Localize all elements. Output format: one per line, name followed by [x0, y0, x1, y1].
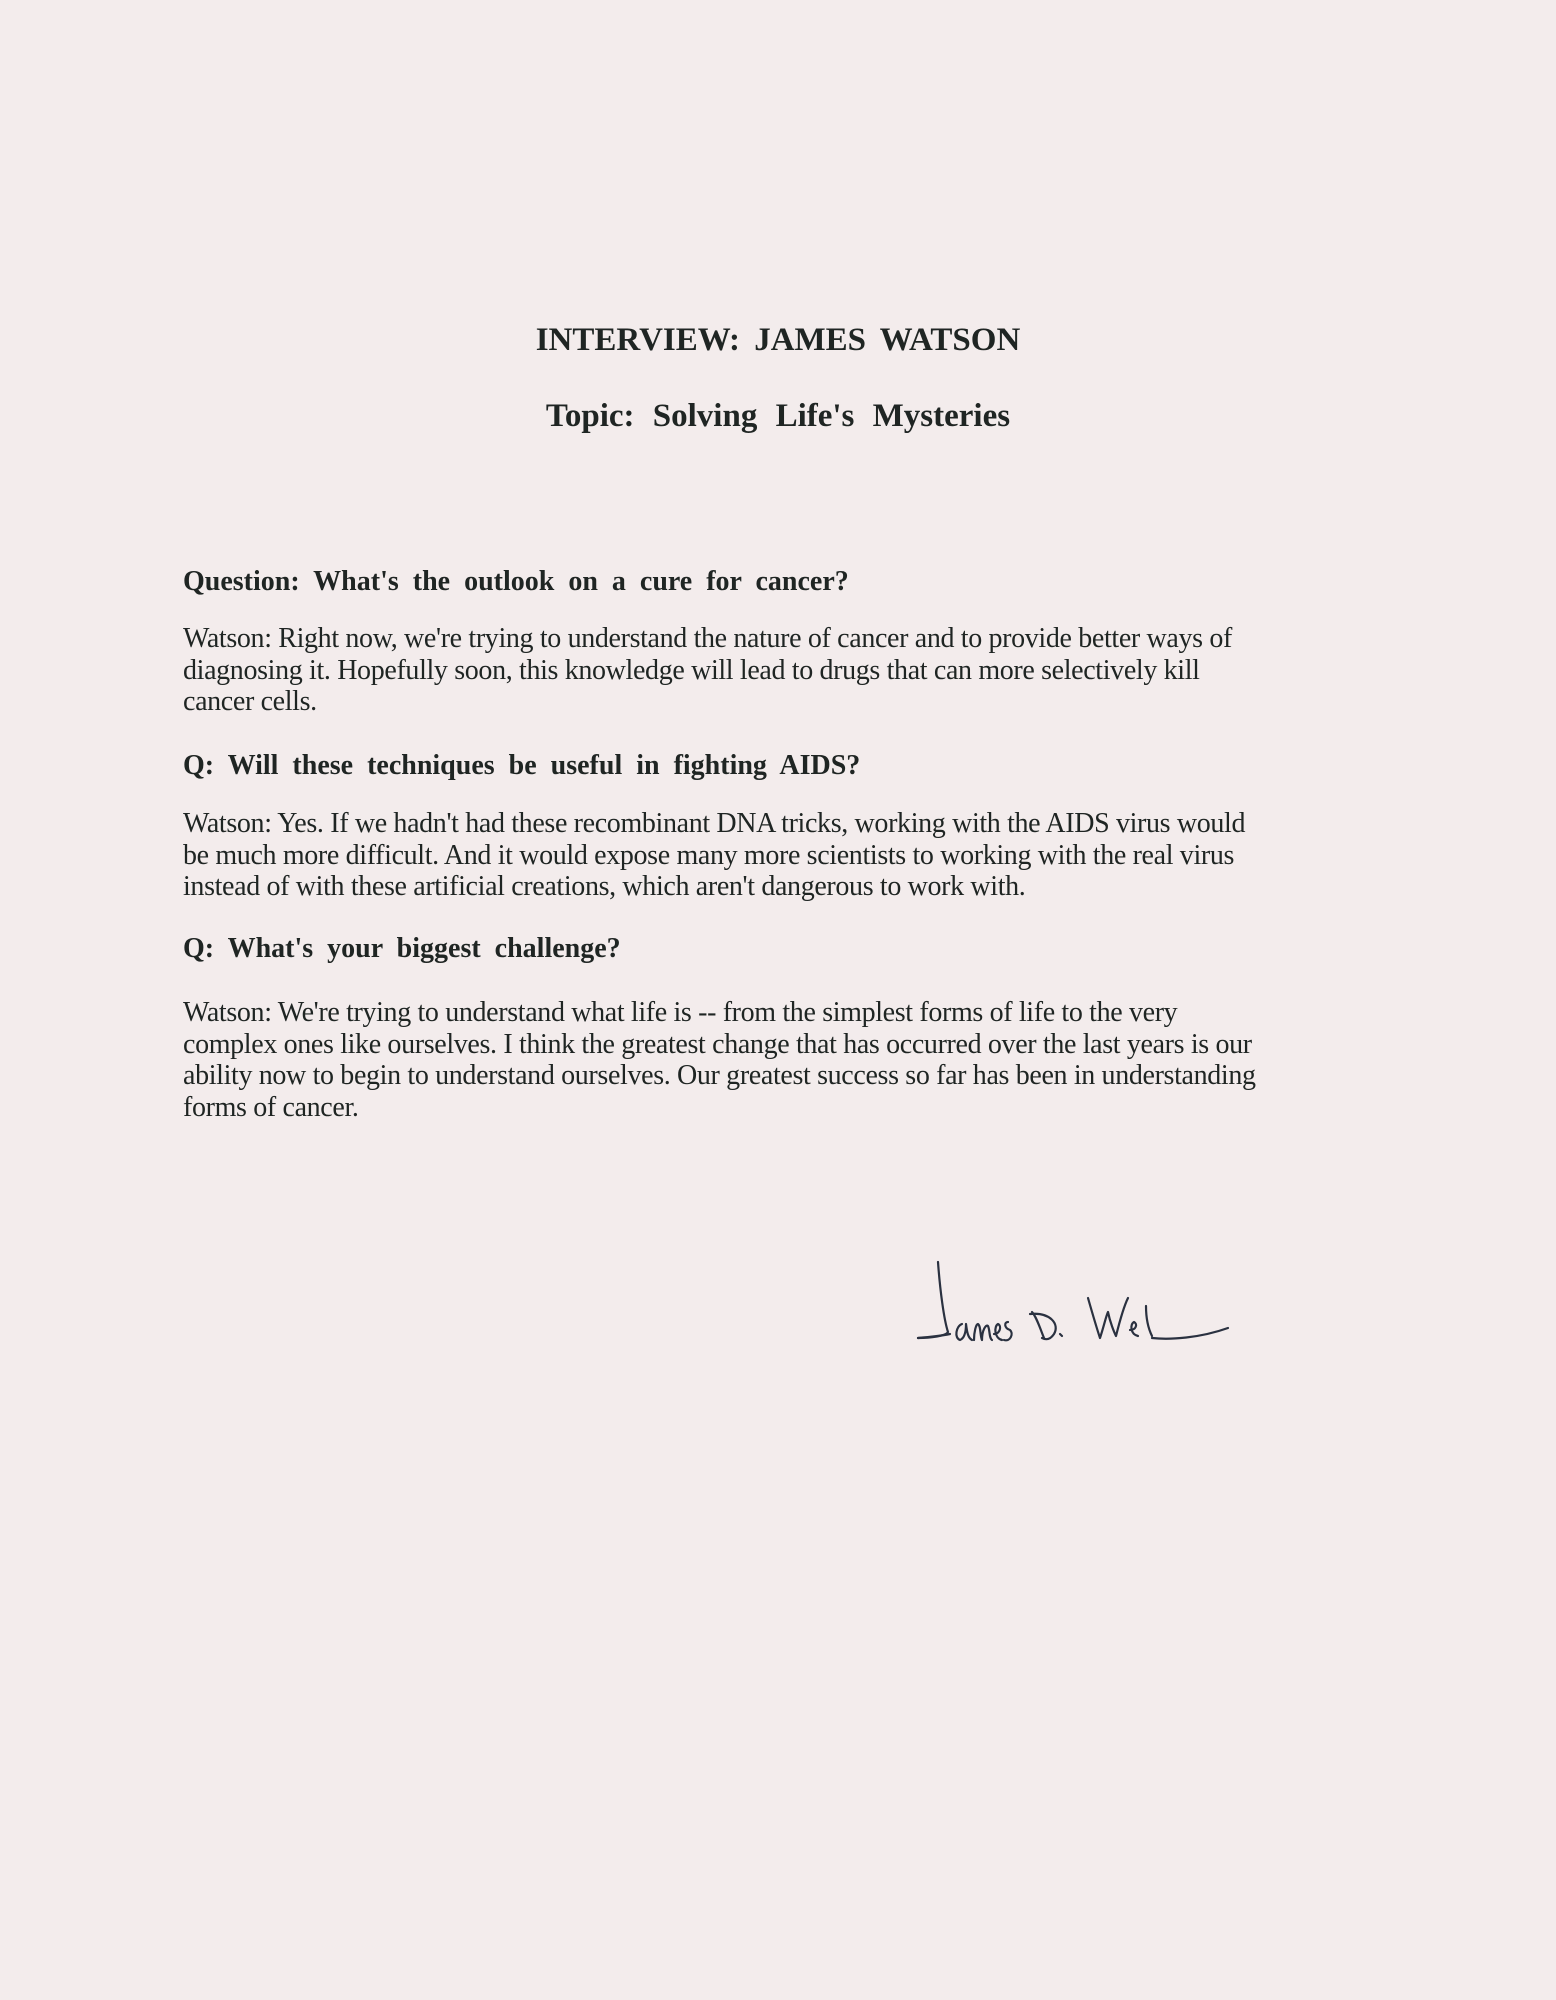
signature — [910, 1250, 1230, 1360]
answer-line: cancer cells. — [183, 686, 317, 717]
answer-line: instead of with these artificial creations, which aren't dangerous to work with. — [183, 871, 1026, 902]
answer-line: diagnosing it. Hopefully soon, this knowledge will lead to drugs that can more selectively kill — [183, 654, 1200, 686]
answer-line: Watson: Right now, we're trying to understand the nature of cancer and to provide better ways of — [183, 623, 1232, 654]
answer-2 — [183, 808, 1423, 903]
answer-line: complex ones like ourselves. I think the greatest change that has occurred over the last years is our — [183, 1028, 1252, 1060]
answer-line: ability now to begin to understand ourselves. Our greatest success so far has been in understanding — [183, 1060, 1256, 1091]
answer-line: Watson: We're trying to understand what life is -- from the simplest forms of life to the very — [183, 997, 1178, 1028]
document-title: INTERVIEW: JAMES WATSON — [535, 322, 1021, 358]
question-2: Q: Will these techniques be useful in fighting AIDS? — [183, 750, 861, 781]
answer-line: be much more difficult. And it would expose many more scientists to working with the real virus — [183, 839, 1235, 871]
answer-line: Watson: Yes. If we hadn't had these recombinant DNA tricks, working with the AIDS virus would — [183, 808, 1246, 839]
question-1: Question: What's the outlook on a cure for cancer? — [183, 566, 849, 597]
question-3: Q: What's your biggest challenge? — [183, 933, 621, 964]
answer-3 — [183, 997, 1423, 1123]
answer-line: forms of cancer. — [183, 1091, 359, 1123]
document-topic: Topic: Solving Life's Mysteries — [545, 398, 1011, 434]
answer-1 — [183, 623, 1423, 718]
